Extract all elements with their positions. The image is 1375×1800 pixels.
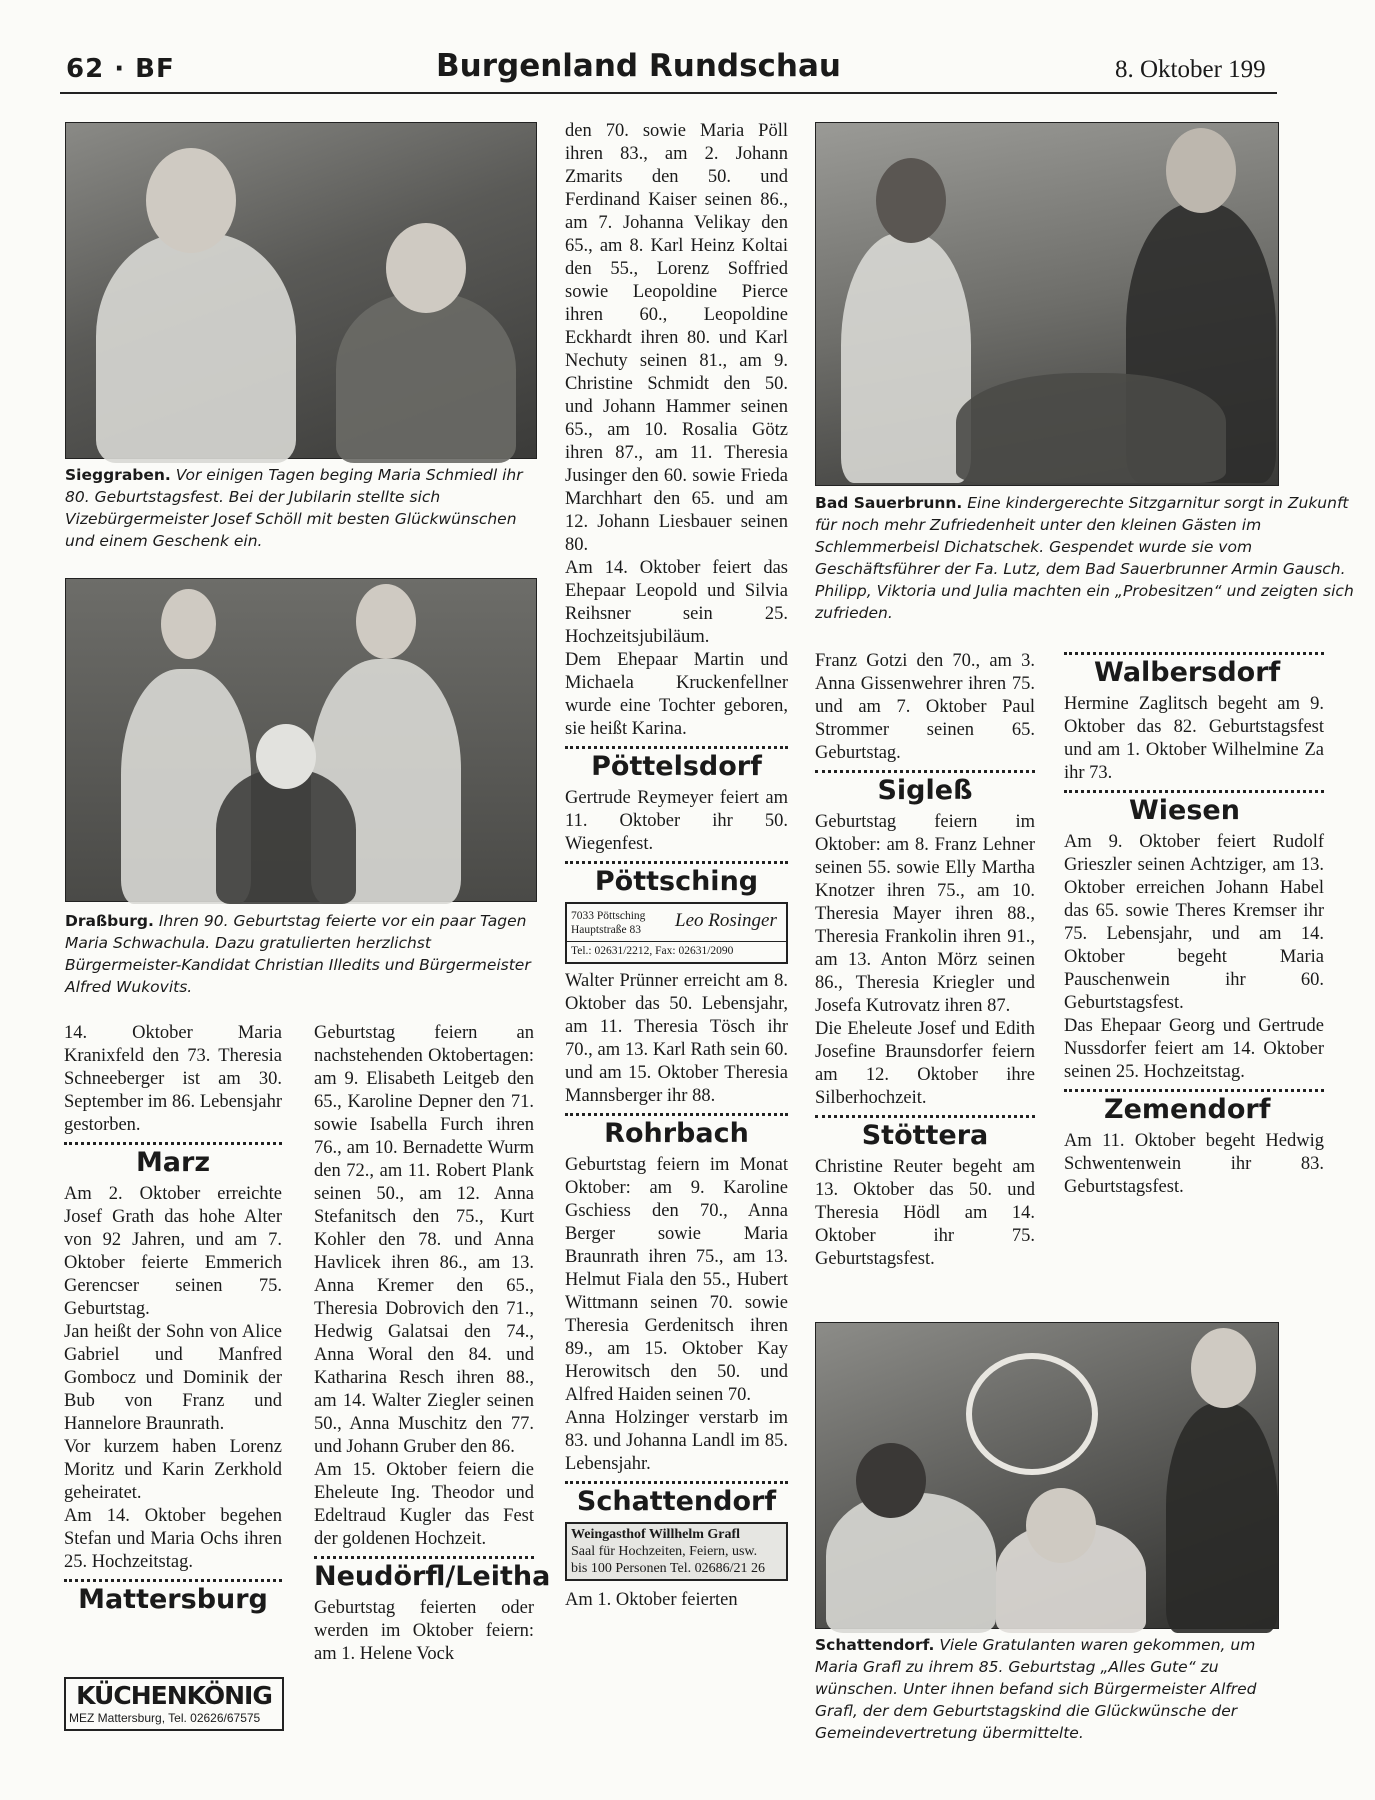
section-heading-mattersburg: Mattersburg xyxy=(78,1584,268,1615)
article-paragraph: Am 9. Oktober feiert Rudolf Grieszler seinen Achtziger, am 13. Oktober erreichen Johann Habel das 65. sowie Theres Kremser ihr 75. Lebensjahr, und am 14. Oktober begeht Maria Pauschenwein ihr 60. Geburtstagsfest. xyxy=(1064,832,1324,1013)
section-heading-poettsching: Pöttsching xyxy=(594,866,759,897)
caption-sieggraben xyxy=(65,464,535,552)
article-paragraph: 14. Oktober Maria Kranixfeld den 73. Theresia Schneeberger ist am 30. September im 86. Lebensjahr gestorben. xyxy=(64,1023,282,1135)
section-heading-rohrbach: Rohrbach xyxy=(604,1118,749,1149)
photo-schattendorf xyxy=(815,1322,1279,1629)
caption-place: Draßburg. xyxy=(65,912,154,930)
column-5 xyxy=(1064,652,1324,1199)
section-divider xyxy=(815,770,1035,773)
section-heading-schattendorf: Schattendorf xyxy=(576,1486,777,1517)
photo-sieggraben xyxy=(65,122,537,459)
section-heading-marz: Marz xyxy=(135,1147,211,1178)
section-heading-poettelsdorf: Pöttelsdorf xyxy=(591,751,762,782)
article-paragraph: Am 14. Oktober begehen Stefan und Maria Ochs ihren 25. Hochzeitstag. xyxy=(64,1506,282,1572)
article-paragraph: Franz Gotzi den 70., am 3. Anna Gissenwehrer ihren 75. und am 7. Oktober Paul Strommer seinen 65. Geburtstag. xyxy=(815,651,1035,763)
header-rule xyxy=(60,92,1277,94)
section-divider xyxy=(1064,790,1324,793)
section-heading-sigless: Sigleß xyxy=(877,775,973,806)
column-3 xyxy=(565,120,788,1612)
section-heading-neudoerfl: Neudörfl/Leitha xyxy=(314,1561,551,1592)
section-divider xyxy=(1064,1089,1324,1092)
article-paragraph: Die Eheleute Josef und Edith Josefine Braunsdorfer feiern am 12. Oktober ihre Silberhochzeit. xyxy=(815,1019,1035,1108)
section-divider xyxy=(565,861,788,864)
caption-text: Ihren 90. Geburtstag feierte vor ein paar Tagen Maria Schwachula. Dazu gratulierten herzlichst Bürgermeister-Kandidat Christian Illedits und Bürgermeister Alfred Wukovits. xyxy=(65,912,531,996)
ad-address-line: 7033 Pöttsching xyxy=(571,910,646,922)
ad-brand: Weingasthof Willhelm Grafl xyxy=(571,1527,741,1542)
section-divider xyxy=(314,1556,534,1559)
ad-brand: KÜCHENKÖNIG xyxy=(76,1681,272,1710)
caption-place: Sieggraben. xyxy=(65,466,171,484)
ad-rosinger xyxy=(565,902,788,964)
caption-badsauerbrunn xyxy=(815,492,1354,624)
caption-drassburg xyxy=(65,910,535,998)
section-heading-stoettera: Stöttera xyxy=(861,1120,989,1151)
article-paragraph: Am 15. Oktober feiern die Eheleute Ing. Theodor und Edeltraud Kugler das Fest der goldenen Hochzeit. xyxy=(314,1460,534,1549)
section-heading-zemendorf: Zemendorf xyxy=(1104,1094,1271,1125)
ad-brand: Leo Rosinger xyxy=(675,910,777,931)
ad-contact: Tel.: 02631/2212, Fax: 02631/2090 xyxy=(567,941,786,960)
section-heading-wiesen: Wiesen xyxy=(1129,795,1240,826)
column-1 xyxy=(64,1022,282,1620)
ad-contact: MEZ Mattersburg, Tel. 02626/67575 xyxy=(69,1711,261,1725)
issue-date: 8. Oktober 199 xyxy=(1115,56,1266,83)
section-heading-walbersdorf: Walbersdorf xyxy=(1094,657,1281,688)
section-divider xyxy=(815,1115,1035,1118)
section-divider xyxy=(565,746,788,749)
article-paragraph: Am 1. Oktober feierten xyxy=(565,1590,738,1610)
caption-text: Vor einigen Tagen beging Maria Schmiedl ihr 80. Geburtstagsfest. Bei der Jubilarin stellte sich Vizebürgermeister Josef Schöll mit besten Glückwünschen und einem Geschenk ein. xyxy=(65,466,523,550)
column-4 xyxy=(815,650,1035,1271)
section-divider xyxy=(1064,652,1324,655)
page-number: 62 · BF xyxy=(66,54,175,84)
article-paragraph: Das Ehepaar Georg und Gertrude Nussdorfer feiert am 14. Oktober seinen 25. Hochzeitstag. xyxy=(1064,1016,1324,1082)
ad-kuechenkoenig xyxy=(64,1677,284,1731)
ad-line: Saal für Hochzeiten, Feiern, usw. xyxy=(571,1544,758,1559)
article-paragraph: Geburtstag feiern im Monat Oktober: am 9. Karoline Gschiess den 70., Anna Berger sowie Maria Braunrath ihren 75., am 13. Helmut Fiala den 55., Hubert Wittmann seinen 70. sowie Theresia Gerdenitsch ihren 89., am 15. Oktober Kay Herowitsch den 50. und Alfred Haiden seinen 70. xyxy=(565,1155,788,1405)
article-paragraph: Am 2. Oktober erreichte Josef Grath das hohe Alter von 92 Jahren, und am 7. Oktober feierte Emmerich Gerencser seinen 75. Geburtstag. xyxy=(64,1184,282,1319)
caption-schattendorf xyxy=(815,1634,1277,1744)
article-paragraph: Gertrude Reymeyer feiert am 11. Oktober ihr 50. Wiegenfest. xyxy=(565,788,788,854)
ad-address-line: Hauptstraße 83 xyxy=(571,924,641,936)
section-divider xyxy=(64,1142,282,1145)
article-paragraph: Dem Ehepaar Martin und Michaela Kruckenfellner wurde eine Tochter geboren, sie heißt Karina. xyxy=(565,650,788,739)
article-paragraph: Christine Reuter begeht am 13. Oktober das 50. und Theresia Hödl am 14. Oktober ihr 75. Geburtstagsfest. xyxy=(815,1157,1035,1269)
caption-text: Viele Gratulanten waren gekommen, um Maria Grafl zu ihrem 85. Geburtstag „Alles Gute“ zu wünschen. Unter ihnen befand sich Bürgermeister Alfred Grafl, der dem Geburtstagskind die Glückwünsche der Gemeindevertretung übermittelte. xyxy=(815,1636,1257,1742)
section-divider xyxy=(565,1481,788,1484)
article-paragraph: Am 11. Oktober begeht Hedwig Schwentenwein ihr 83. Geburtstagsfest. xyxy=(1064,1131,1324,1197)
article-paragraph: Geburtstag feierten oder werden im Oktober feiern: am 1. Helene Vock xyxy=(314,1598,534,1664)
photo-badsauerbrunn xyxy=(815,122,1279,486)
article-paragraph: Jan heißt der Sohn von Alice Gabriel und Manfred Gombocz und Dominik der Bub von Franz und Hannelore Braunrath. xyxy=(64,1322,282,1434)
caption-place: Schattendorf. xyxy=(815,1636,935,1654)
section-divider xyxy=(64,1579,282,1582)
article-paragraph: Vor kurzem haben Lorenz Moritz und Karin Zerkhold geheiratet. xyxy=(64,1437,282,1503)
ad-address xyxy=(571,909,645,937)
photo-drassburg xyxy=(65,578,537,902)
column-2 xyxy=(314,1022,551,1666)
ad-line: bis 100 Personen Tel. 02686/21 26 xyxy=(571,1561,765,1576)
article-paragraph: Geburtstag feiern im Oktober: am 8. Franz Lehner seinen 55. sowie Elly Martha Knotzer ihren 75., am 10. Theresia Mayer ihren 88., Theresia Frankolin ihren 91., am 13. Anton Mörz seinen 86., Theresia Kriegler und Josefa Kutrovatz ihren 87. xyxy=(815,812,1035,1016)
ad-weingasthof xyxy=(565,1522,788,1581)
article-paragraph: Walter Prünner erreicht am 8. Oktober das 50. Lebensjahr, am 11. Theresia Tösch ihr 70., am 13. Karl Rath sein 60. und am 15. Oktober Theresia Mannsberger ihr 88. xyxy=(565,971,788,1106)
article-paragraph: Hermine Zaglitsch begeht am 9. Oktober das 82. Geburtstagsfest und am 1. Oktober Wilhelmine Za ihr 73. xyxy=(1064,694,1324,783)
article-paragraph: Geburtstag feiern an nachstehenden Oktobertagen: am 9. Elisabeth Leitgeb den 65., Karoline Depner den 71. sowie Isabella Furch ihren 76., am 10. Bernadette Wurm den 72., am 11. Robert Plank seinen 50., am 12. Anna Stefanitsch den 75., Kurt Kohler den 78. und Anna Havlicek ihren 86., am 13. Anna Kremer den 65., Theresia Dobrovich den 71., Hedwig Galatsai den 74., Anna Woral den 84. und Katharina Resch ihren 88., am 14. Walter Ziegler seinen 50., Anna Muschitz den 77. und Johann Gruber den 86. xyxy=(314,1023,534,1457)
newspaper-title: Burgenland Rundschau xyxy=(436,48,841,84)
article-paragraph: den 70. sowie Maria Pöll ihren 83., am 2. Johann Zmarits den 50. und Ferdinand Kaiser seinen 86., am 7. Johanna Velikay den 65., am 8. Karl Heinz Koltai den 55., Lorenz Soffried sowie Leopoldine Pierce ihren 60., Leopoldine Eckhardt ihren 80. und Karl Nechuty seinen 81., am 9. Christine Schmidt den 50. und Johann Hammer seinen 65., am 10. Rosalia Götz ihren 87., am 11. Theresia Jusinger den 60. sowie Frieda Marchhart den 65. und am 12. Johann Liesbauer seinen 80. xyxy=(565,121,788,555)
section-divider xyxy=(565,1113,788,1116)
article-paragraph: Anna Holzinger verstarb im 83. und Johanna Landl im 85. Lebensjahr. xyxy=(565,1408,788,1474)
caption-text: Eine kindergerechte Sitzgarnitur sorgt in Zukunft für noch mehr Zufriedenheit unter den kleinen Gästen im Schlemmerbeisl Dichatschek. Gespendet wurde sie vom Geschäftsführer der Fa. Lutz, dem Bad Sauerbrunner Armin Gausch. Philipp, Viktoria und Julia machten ein „Probesitzen“ und zeigten sich zufrieden. xyxy=(815,494,1354,622)
caption-place: Bad Sauerbrunn. xyxy=(815,494,963,512)
article-paragraph: Am 14. Oktober feiert das Ehepaar Leopold und Silvia Reihsner sein 25. Hochzeitsjubiläum. xyxy=(565,558,788,647)
column-5-clip xyxy=(1064,650,1324,1310)
